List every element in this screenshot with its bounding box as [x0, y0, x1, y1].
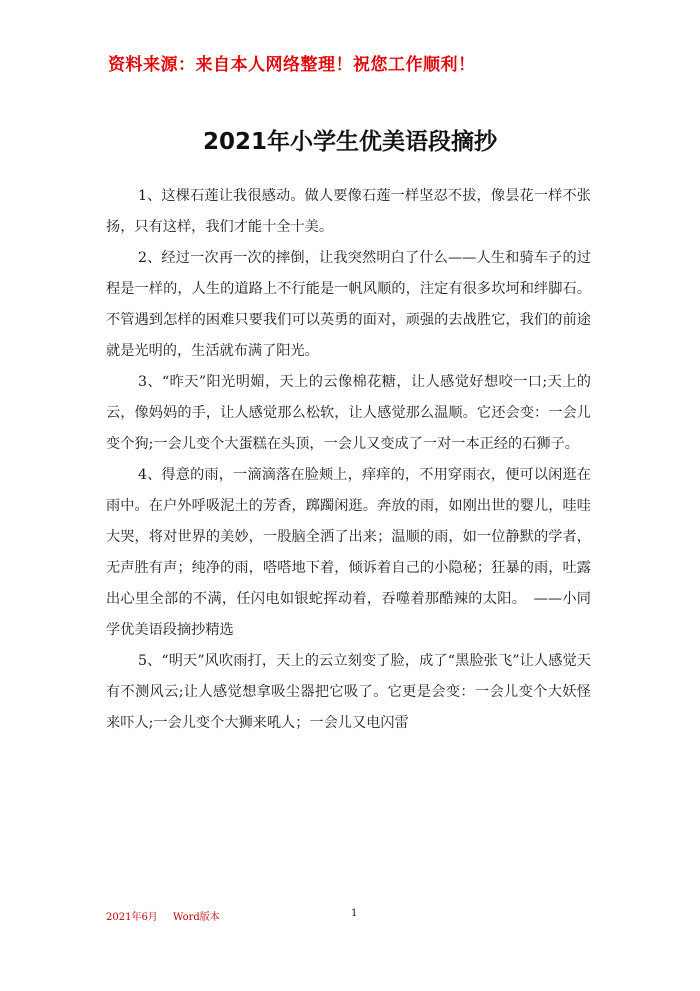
footer-version: Word版本: [173, 912, 220, 923]
paragraph-3: 3、“昨天”阳光明媚，天上的云像棉花糖，让人感觉好想咬一口;天上的云，像妈妈的手，让人感觉那么松软，让人感觉那么温顺。它还会变：一会儿变个狗;一会儿变个大蛋糕在头顶，一会儿又变成了一对一本正经的石狮子。: [106, 374, 591, 452]
page-footer: [106, 908, 591, 923]
footer-date: 2021年6月: [106, 912, 158, 923]
page-number: 1: [351, 908, 358, 919]
paragraph-4: 4、得意的雨，一滴滴落在脸颊上，痒痒的，不用穿雨衣，便可以闲逛在雨中。在户外呼吸泥土的芳香，踯躅闲逛。奔放的雨，如刚出世的婴儿，哇哇大哭，将对世界的美妙，一股脑全洒了出来；温顺的雨，如一位静默的学者，无声胜有声；纯净的雨，嗒嗒地下着，倾诉着自己的小隐秘；狂暴的雨，吐露出心里全部的不满，任闪电如银蛇挥动着，吞噬着那酷辣的太阳。 ——小同学优美语段摘抄精选: [106, 467, 591, 638]
document-title: 2021年小学生优美语段摘抄: [202, 129, 497, 155]
paragraph-5: 5、“明天”风吹雨打，天上的云立刻变了脸，成了“黑脸张飞”让人感觉天有不测风云;让人感觉想拿吸尘器把它吸了。它更是会变：一会儿变个大妖怪来吓人;一会儿变个大狮来吼人；一会儿又电闪雷: [106, 653, 591, 731]
document-body: [106, 181, 591, 739]
paragraph-1: 1、这棵石莲让我很感动。做人要像石莲一样坚忍不拔，像昙花一样不张扬，只有这样，我们才能十全十美。: [106, 188, 591, 235]
source-note-header: 资料来源：来自本人网络整理！祝您工作顺利！: [108, 55, 476, 75]
paragraph-2: 2、经过一次再一次的摔倒，让我突然明白了什么——人生和骑车子的过程是一样的，人生的道路上不行能是一帆风顺的，注定有很多坎坷和绊脚石。不管遇到怎样的困难只要我们可以英勇的面对，顽强的去战胜它，我们的前途就是光明的，生活就布满了阳光。: [106, 250, 591, 359]
